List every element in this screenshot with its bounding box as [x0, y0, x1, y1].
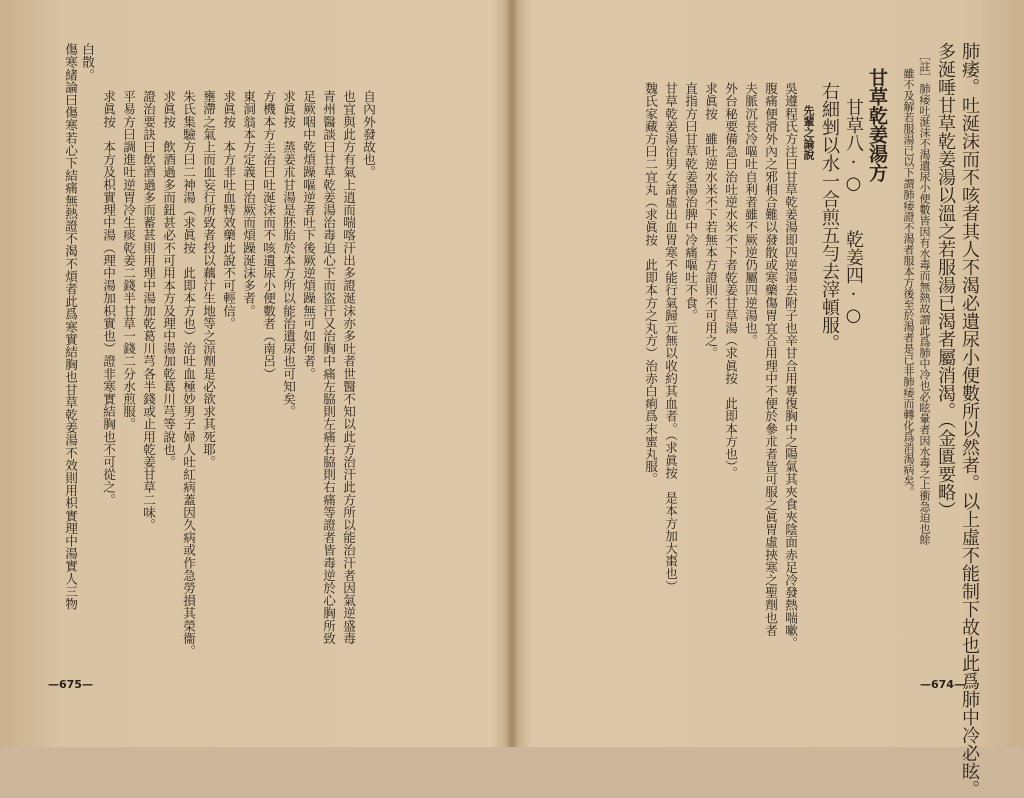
text-column: 肺痿。吐涎沫而不咳者其人不渴必遺尿小便數所以然者。以上虛不能制下故也此爲肺中冷必眩。: [959, 42, 980, 798]
text-column: 求眞按 雖吐逆水米不下若無本方證則不可用之。: [703, 82, 718, 360]
text-column: 求眞按 本方非吐血特效藥此說不可輕信。: [221, 90, 236, 330]
text-column: 求眞按 飲酒過多而鈕甚必不可用本方及理中湯加乾葛川芎等說也。: [161, 90, 176, 468]
text-column: 朱氏集驗方曰二神湯（求眞按 此即本方也）治吐血極妙男子婦人吐紅病蓋因久病或作急勞損其榮衞。: [181, 90, 196, 657]
text-column: 白散。: [80, 43, 95, 81]
annotation-column: ［註］肺痿吐涎沫不渴遺尿小便數皆因有水毒而無熱故謂此爲肺中冷也必眩暈者因水毒之上衝急迫也餘: [918, 50, 931, 545]
page-674: [512, 0, 1024, 798]
text-column: 傷寒緒論曰傷寒若心下結痛無熱證不渴不煩者此爲寒實結胸也甘草乾姜湯不效則用枳實理中湯實人三物: [63, 43, 78, 610]
text-column: 求眞按 蒸姜朮甘湯是胚胎於本方所以能治遺尿也可知矣。: [281, 90, 296, 418]
text-column: 魏氏家藏方曰二宜丸（求眞按 此即本方之丸方）治赤白痢爲末蜜丸服。: [643, 82, 658, 486]
formula-title: 甘草乾姜湯方: [866, 68, 888, 182]
section-heading: 先輩之論說: [802, 105, 815, 160]
page-number: —675—: [48, 678, 93, 691]
text-column: 方機本方主治曰吐涎沫而不咳遺尿小便數者（南呂）: [261, 90, 276, 380]
text-column: 求眞按 本方及枳實理中湯（理中湯加枳實也）證非寒實結胸也不可從之。: [101, 90, 116, 506]
annotation-column: 雖不及解若服湯已以下謂肺痿證不渴者服本方後至於渴者是已非肺痿而轉化爲消渴病矣。: [902, 68, 915, 497]
text-column: 甘草乾姜湯治男女諸虛出血胃寒不能行氣歸元無以收約其血者。（求眞按 是本方加大棗也）: [663, 82, 678, 593]
text-column: 自內外發故也。: [361, 90, 376, 179]
text-column: 足厥咽中乾煩躁嘔逆者吐下後厥逆煩躁無可如何者。: [301, 90, 316, 380]
text-column: 平易方曰調進吐逆胃冷生痰乾姜二錢半甘草一錢二分水煎服。: [121, 90, 136, 431]
text-column: 壅滯之氣上而血妄行所致者投以藕汁生地等之涼劑是必欲求其死耶。: [201, 90, 216, 468]
text-column: 直指方曰甘草乾姜湯治脾中冷痛嘔吐不食。: [683, 82, 698, 322]
text-column: 證治要訣曰飲酒過多而蓄甚則用理中湯加乾葛川芎各半錢或止用乾姜甘草二味。: [141, 90, 156, 531]
text-column: 外台秘要備急曰治吐逆水米不下者乾姜甘草湯（求眞按 此即本方也）。: [723, 82, 738, 479]
text-column: 腹痛便滑外內之邪相合難以發散或寒藥傷胃宜合用理中不便於參朮者皆可服之眞胃虛挾寒之聖劑也者: [763, 82, 778, 637]
page-675: [0, 0, 512, 747]
text-column: 多涎唾甘草乾姜湯以溫之若服湯已渴者屬消渴。（金匱要略）: [935, 42, 956, 519]
text-column: 吳遵程氏方注曰甘草乾姜湯即四逆湯去附子也辛甘合用專復胸中之陽氣其夾食夾陰面赤足冷發熱喘嗽。: [783, 82, 798, 649]
preparation-method: 右細剉以水一合煎五勻去滓頓服。: [819, 82, 840, 352]
text-column: 東洞翁本方定義曰治厥而煩躁涎沫多者。: [241, 90, 256, 317]
text-column: 也宜與此方有氣上逍而喘喀汗出多證涎沫亦多吐者世醫不知以此方治汗此方所以能治汗者因氣逆盛毒: [341, 90, 356, 645]
text-column: 青州醫談曰甘草乾姜湯治毒迫心下而盜汗又治胸中痛左脇則左痛右脇則右痛等證者皆毒逆於心胸所致: [321, 90, 336, 645]
text-column: 夫脈沉長冷嘔吐自利者雖不厥逆仍屬四逆湯也。: [743, 82, 758, 347]
page-number: —674—: [920, 678, 965, 691]
ingredient-list: 甘草八·○ 乾姜四·○: [843, 98, 864, 326]
